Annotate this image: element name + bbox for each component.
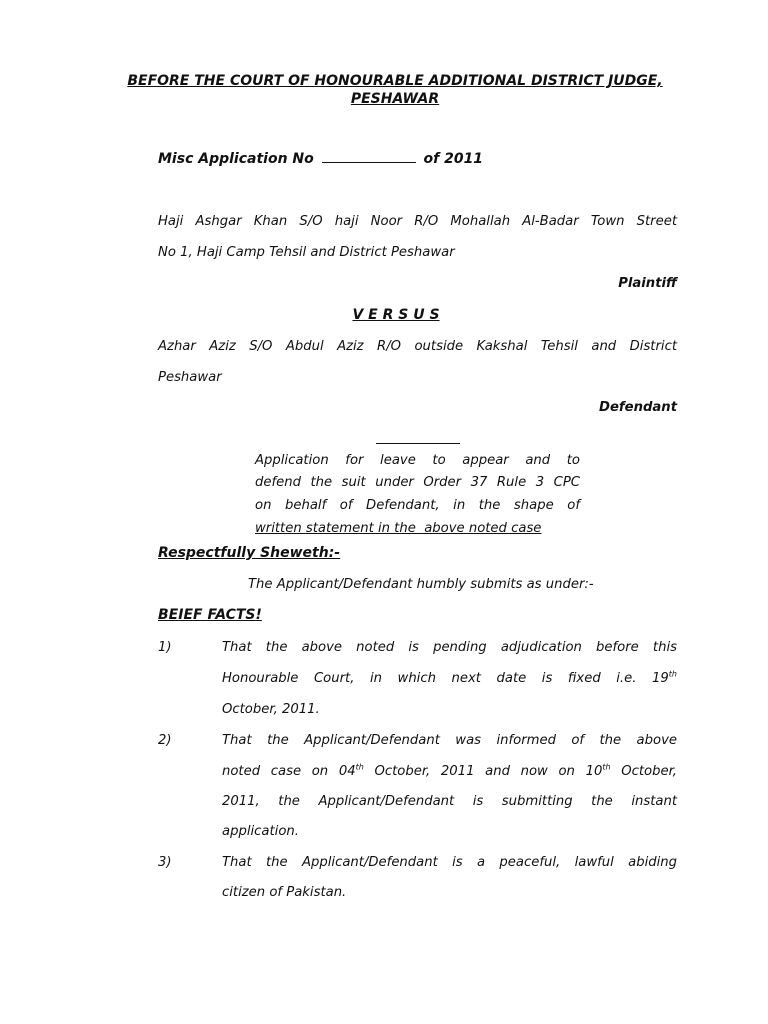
fact-2-line4: application.: [222, 824, 299, 839]
fact-2-line2-sup-b: th: [602, 762, 611, 772]
fact-1-line2-text: Honourable Court, in which next date is fixed i.e. 19: [222, 671, 669, 686]
fact-1-line2-sup: th: [668, 669, 677, 679]
intro-text: The Applicant/Defendant humbly submits as under:-: [248, 577, 594, 592]
application-line3: on behalf of Defendant, in the shape of: [255, 498, 580, 513]
brief-facts-heading: BEIEF FACTS!: [158, 607, 262, 623]
defendant-line2: Peshawar: [158, 370, 222, 385]
fact-2-number: 2): [158, 733, 172, 748]
application-number-blank: [322, 162, 416, 163]
misc-application-line: [158, 151, 483, 167]
versus-heading: V E R S U S: [352, 307, 440, 323]
court-heading-line1: BEFORE THE COURT OF HONOURABLE ADDITIONAL DISTRICT JUDGE,: [127, 73, 663, 89]
fact-2-line2-text-c: October,: [610, 764, 677, 779]
defendant-role: Defendant: [599, 400, 677, 415]
plaintiff-line2: No 1, Haji Camp Tehsil and District Peshawar: [158, 245, 455, 260]
fact-3-number: 3): [158, 855, 172, 870]
fact-3-line1: That the Applicant/Defendant is a peaceful, lawful abiding: [222, 855, 677, 870]
fact-2-line3: 2011, the Applicant/Defendant is submitting the instant: [222, 794, 677, 809]
fact-1-line2: [222, 671, 677, 686]
application-line2: defend the suit under Order 37 Rule 3 CPC: [255, 475, 580, 490]
fact-2-line2-text-b: October, 2011 and now on 10: [363, 764, 603, 779]
application-line4: written statement in the above noted case: [255, 521, 542, 536]
plaintiff-line1: Haji Ashgar Khan S/O haji Noor R/O Mohallah Al-Badar Town Street: [158, 214, 677, 229]
plaintiff-role: Plaintiff: [618, 276, 677, 291]
misc-application-prefix: Misc Application No: [158, 151, 314, 167]
fact-1-line1: That the above noted is pending adjudication before this: [222, 640, 677, 655]
separator-rule: [376, 443, 460, 444]
application-line1: Application for leave to appear and to: [255, 453, 580, 468]
fact-1-line3: October, 2011.: [222, 702, 320, 717]
fact-3-line2: citizen of Pakistan.: [222, 885, 347, 900]
fact-2-line2-sup-a: th: [355, 762, 364, 772]
fact-2-line1: That the Applicant/Defendant was informed of the above: [222, 733, 677, 748]
defendant-line1: Azhar Aziz S/O Abdul Aziz R/O outside Kakshal Tehsil and District: [158, 339, 677, 354]
court-heading-line2: PESHAWAR: [350, 91, 440, 107]
respectfully-sheweth: Respectfully Sheweth:-: [158, 545, 341, 561]
fact-2-line2: [222, 764, 677, 779]
fact-1-number: 1): [158, 640, 172, 655]
fact-2-line2-text-a: noted case on 04: [222, 764, 356, 779]
misc-application-suffix: of 2011: [423, 151, 484, 167]
